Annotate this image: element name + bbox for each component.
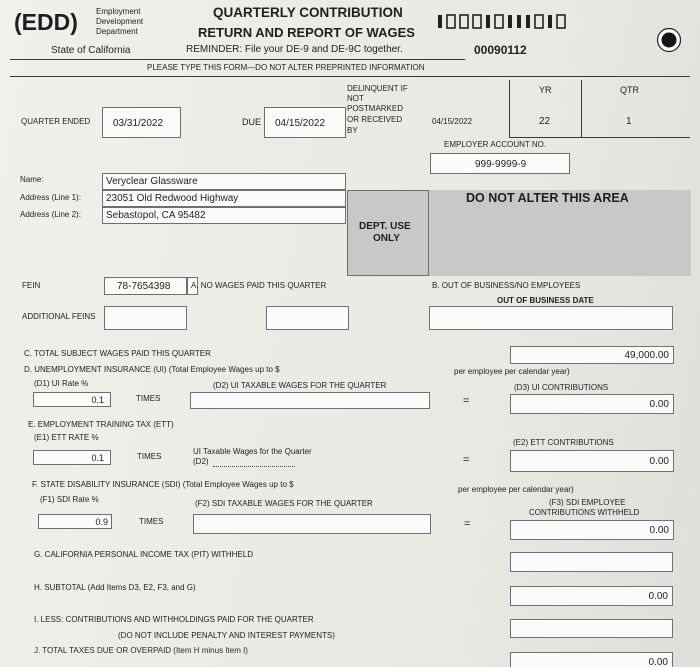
account-number-field — [430, 153, 570, 174]
barcode — [438, 14, 570, 30]
delinquent-label-3: POSTMARKED — [347, 104, 404, 113]
sdi-rate-field — [38, 514, 112, 529]
employer-name-value: Veryclear Glassware — [106, 176, 198, 187]
total-subject-wages-field — [510, 346, 674, 364]
no-wages-label: A. NO WAGES PAID THIS QUARTER — [191, 281, 327, 290]
out-of-business-date-label: OUT OF BUSINESS DATE — [497, 296, 594, 305]
ett-contributions-label: (E2) ETT CONTRIBUTIONS — [513, 438, 614, 447]
delinquent-label-4: OR RECEIVED — [347, 115, 403, 124]
ett-contributions-value: 0.00 — [649, 456, 669, 467]
period-bottom-line — [509, 137, 690, 138]
name-label: Name: — [20, 175, 44, 184]
quarter-ended-value: 03/31/2022 — [113, 118, 164, 129]
subtotal-field — [510, 586, 673, 606]
section-f-per-employee: per employee per calendar year) — [458, 485, 574, 494]
employer-address2-value: Sebastopol, CA 95482 — [106, 210, 206, 221]
ett-wages-label-1: UI Taxable Wages for the Quarter — [193, 447, 312, 456]
additional-feins-label: ADDITIONAL FEINS — [22, 312, 96, 321]
due-label: DUE — [242, 117, 262, 127]
section-e-label: E. EMPLOYMENT TRAINING TAX (ETT) — [28, 420, 174, 429]
address2-label: Address (Line 2): — [20, 210, 81, 219]
header-divider — [10, 59, 465, 60]
form-title-line1: QUARTERLY CONTRIBUTION — [213, 5, 403, 20]
sdi-rate-label: (F1) SDI Rate % — [40, 495, 99, 504]
edd-logo-text: (EDD) — [14, 9, 78, 35]
subtotal-value: 0.00 — [648, 591, 668, 602]
sdi-equals-sign: = — [464, 518, 471, 530]
yr-divider-right — [581, 80, 582, 138]
ett-wages-label-2: (D2) — [193, 457, 209, 466]
pit-withheld-field[interactable] — [510, 552, 673, 572]
reminder-text: REMINDER: File your DE-9 and DE-9C together. — [186, 44, 403, 55]
ui-rate-field — [33, 392, 111, 407]
employer-address2-field — [102, 207, 346, 224]
section-j-label: J. TOTAL TAXES DUE OR OVERPAID (Item H minus Item I) — [34, 646, 248, 655]
ett-contributions-field — [510, 450, 674, 472]
section-i-label-1: I. LESS: CONTRIBUTIONS AND WITHHOLDINGS PAID FOR THE QUARTER — [34, 615, 314, 624]
ui-taxable-wages-field[interactable] — [190, 392, 430, 409]
employer-address1-field — [102, 190, 346, 207]
qtr-value: 1 — [626, 116, 632, 127]
sdi-rate-value: 0.9 — [95, 517, 108, 527]
ett-times-label: TIMES — [137, 452, 162, 461]
ui-contributions-value: 0.00 — [649, 399, 669, 410]
due-date-field — [264, 107, 346, 138]
instruction-text: PLEASE TYPE THIS FORM—DO NOT ALTER PREPRINTED INFORMATION — [147, 63, 425, 72]
ett-rate-field — [33, 450, 111, 465]
sdi-withheld-label-1: (F3) SDI EMPLOYEE — [549, 498, 626, 507]
registration-mark-icon — [656, 27, 682, 53]
ui-rate-label: (D1) UI Rate % — [34, 379, 89, 388]
sdi-withheld-field — [510, 520, 674, 540]
employer-name-field — [102, 173, 346, 190]
ett-wages-dotted-line — [213, 466, 295, 467]
yr-value: 22 — [539, 116, 551, 127]
form-number: 00090112 — [474, 43, 527, 57]
ui-rate-value: 0.1 — [91, 395, 104, 405]
less-contributions-field[interactable] — [510, 619, 673, 638]
address1-label: Address (Line 1): — [20, 193, 81, 202]
ett-rate-label: (E1) ETT RATE % — [34, 433, 99, 442]
section-d-per-employee: per employee per calendar year) — [454, 367, 570, 376]
instruction-divider — [10, 76, 690, 77]
state-label: State of California — [51, 45, 131, 56]
out-of-business-label: B. OUT OF BUSINESS/NO EMPLOYEES — [432, 281, 581, 290]
due-date-value: 04/15/2022 — [275, 118, 326, 129]
sdi-taxable-wages-field[interactable] — [193, 514, 431, 534]
form-title-line2: RETURN AND REPORT OF WAGES — [198, 25, 415, 40]
section-g-label: G. CALIFORNIA PERSONAL INCOME TAX (PIT) WITHHELD — [34, 550, 253, 559]
out-of-business-date-field[interactable] — [429, 306, 673, 330]
delinquent-date: 04/15/2022 — [432, 117, 473, 126]
total-subject-wages-value: 49,000.00 — [624, 350, 669, 361]
ui-times-label: TIMES — [136, 394, 161, 403]
sdi-withheld-label-2: CONTRIBUTIONS WITHHELD — [529, 508, 640, 517]
ui-taxable-wages-label: (D2) UI TAXABLE WAGES FOR THE QUARTER — [213, 381, 387, 390]
sdi-taxable-wages-label: (F2) SDI TAXABLE WAGES FOR THE QUARTER — [195, 499, 373, 508]
total-taxes-field — [510, 652, 673, 667]
ui-contributions-field — [510, 394, 674, 414]
dept-use-label-2: ONLY — [373, 233, 400, 244]
section-h-label: H. SUBTOTAL (Add Items D3, E2, F3, and G) — [34, 583, 196, 592]
ett-equals-sign: = — [463, 454, 470, 466]
yr-divider-left — [509, 80, 510, 138]
section-f-label: F. STATE DISABILITY INSURANCE (SDI) (Total Employee Wages up to $ — [32, 480, 294, 489]
delinquent-label-5: BY — [347, 126, 358, 135]
do-not-alter-label: DO NOT ALTER THIS AREA — [466, 191, 629, 205]
account-number-value: 999-9999-9 — [475, 159, 527, 170]
additional-fein-field-1[interactable] — [104, 306, 187, 330]
sdi-withheld-value: 0.00 — [649, 525, 669, 536]
account-label: EMPLOYER ACCOUNT NO. — [444, 140, 547, 149]
total-taxes-value: 0.00 — [648, 657, 668, 667]
ui-equals-sign: = — [463, 395, 470, 407]
additional-fein-field-2[interactable] — [266, 306, 349, 330]
sdi-times-label: TIMES — [139, 517, 164, 526]
dept-name-line3: Department — [96, 27, 138, 36]
section-i-label-2: (DO NOT INCLUDE PENALTY AND INTEREST PAYMENTS) — [118, 631, 335, 640]
delinquent-label-2: NOT — [347, 94, 364, 103]
qtr-label: QTR — [620, 85, 639, 95]
fein-value: 78-7654398 — [117, 281, 171, 292]
employer-address1-value: 23051 Old Redwood Highway — [106, 193, 239, 204]
fein-label: FEIN — [22, 281, 41, 290]
fein-field — [104, 277, 187, 295]
yr-label: YR — [539, 85, 552, 95]
dept-name-line1: Employment — [96, 7, 141, 16]
ett-rate-value: 0.1 — [91, 453, 104, 463]
quarter-ended-field — [102, 107, 181, 138]
dept-use-label-1: DEPT. USE — [359, 221, 411, 232]
delinquent-label-1: DELINQUENT IF — [347, 84, 408, 93]
section-c-label: C. TOTAL SUBJECT WAGES PAID THIS QUARTER — [24, 349, 211, 358]
dept-name-line2: Development — [96, 17, 144, 26]
section-d-label: D. UNEMPLOYMENT INSURANCE (UI) (Total Employee Wages up to $ — [24, 365, 280, 374]
quarter-ended-label: QUARTER ENDED — [21, 117, 91, 126]
ui-contributions-label: (D3) UI CONTRIBUTIONS — [514, 383, 609, 392]
